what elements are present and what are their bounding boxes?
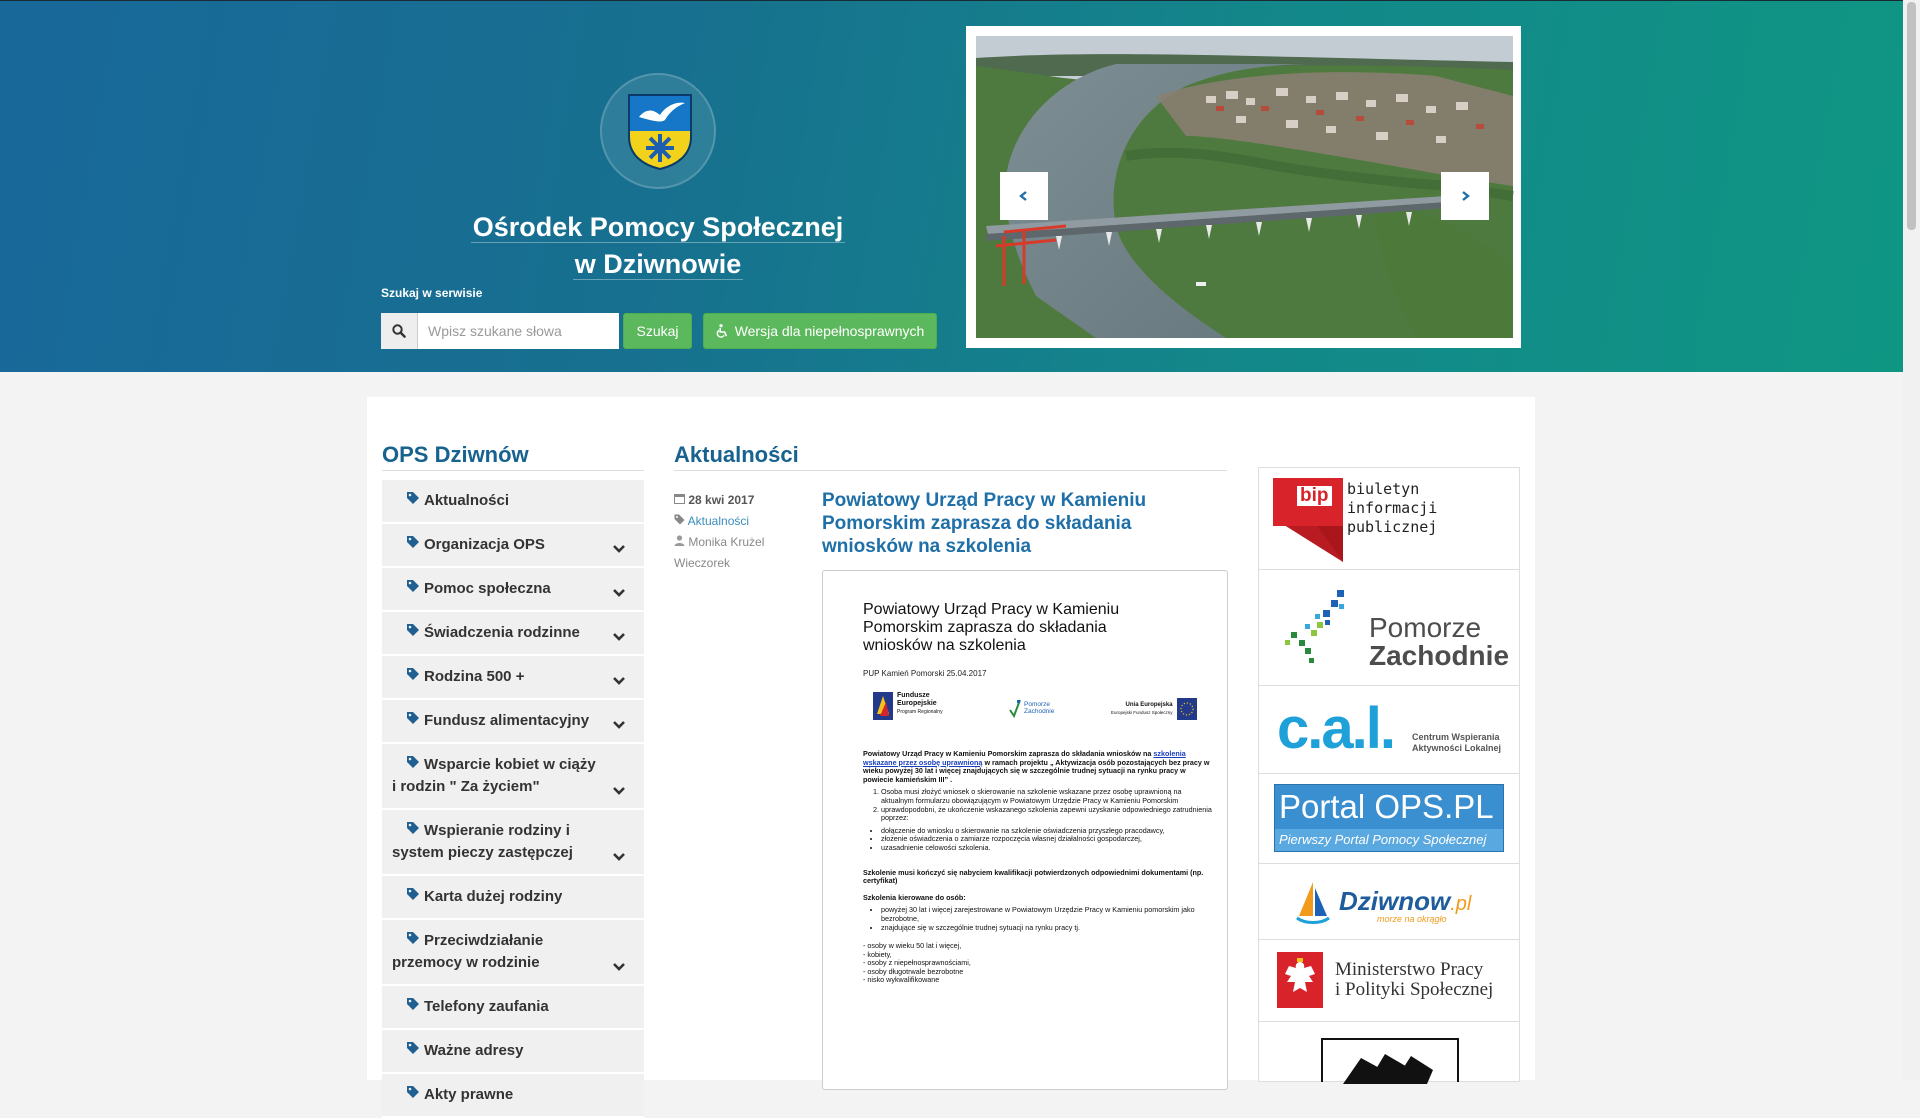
cards-icon xyxy=(1323,1040,1461,1084)
cal-text-line2: Aktywności Lokalnej xyxy=(1412,743,1502,753)
sidebar-title: OPS Dziwnów xyxy=(382,442,529,467)
site-title[interactable] xyxy=(455,209,861,283)
tag-icon xyxy=(402,1085,424,1099)
sidebar-item[interactable] xyxy=(382,876,644,920)
sidebar-nav xyxy=(382,480,644,1118)
pomorze-doc-line1: Pomorze xyxy=(1024,701,1051,708)
coat-of-arms-icon xyxy=(627,93,693,171)
sidebar-item[interactable] xyxy=(382,1030,644,1074)
chevron-down-icon[interactable] xyxy=(612,960,626,974)
sidebar-item-label: Ważne adresy xyxy=(424,1042,524,1059)
chevron-down-icon[interactable] xyxy=(612,784,626,798)
banner-cal[interactable] xyxy=(1258,686,1520,774)
doc-subline: PUP Kamień Pomorski 25.04.2017 xyxy=(863,669,987,678)
doc-p2: Szkolenie musi kończyć się nabyciem kwalifikacji potwierdzonych odpowiednimi dokumentami (np. certyfikat) xyxy=(863,867,1204,886)
slider-prev-button[interactable] xyxy=(1000,172,1048,220)
doc-body xyxy=(863,750,1215,985)
sidebar-divider xyxy=(382,470,644,471)
doc-p1b: w ramach projektu „ Aktywizacja osób pozostających bez pracy w wieku powyżej 30 lat i więcej znajdujących się w szczególnie trudnej sytuacji na rynku pracy w powiecie kamieńskim III” . xyxy=(863,757,1210,784)
arrow-left-icon xyxy=(1018,190,1030,202)
sidebar-item-label: Fundusz alimentacyjny xyxy=(424,712,590,729)
chevron-down-icon[interactable] xyxy=(612,586,626,600)
article-category-row xyxy=(674,511,784,532)
eu-flag-icon xyxy=(1177,698,1197,720)
sidebar-item[interactable] xyxy=(382,1074,644,1118)
cal-text-line1: Centrum Wspierania xyxy=(1412,732,1500,742)
search-input[interactable] xyxy=(418,313,619,349)
arrow-right-icon xyxy=(1459,190,1471,202)
dziwnow-logo xyxy=(1339,888,1471,917)
sailboat-icon xyxy=(1295,880,1331,924)
portal-ops-title: Portal OPS.PL xyxy=(1279,788,1494,825)
tag-icon xyxy=(402,931,424,945)
sidebar-item-label: Rodzina 500 + xyxy=(424,668,525,685)
doc-ol-item: 2. uprawdopodobni, że ukończenie wskazanego szkolenia zapewni uzyskanie odpowiedniego zatrudnienia poprzez: xyxy=(881,806,1215,823)
eu-logo xyxy=(1111,698,1197,720)
search-icon xyxy=(381,313,418,349)
banner-bip[interactable] xyxy=(1258,467,1520,570)
pomorze-text-line2: Zachodnie xyxy=(1369,640,1510,671)
tag-icon xyxy=(402,755,424,769)
sidebar-item-label: Karta dużej rodziny xyxy=(424,888,563,905)
tag-icon xyxy=(402,623,424,637)
eu-funds-line3: Program Regionalny xyxy=(897,709,943,715)
eu-line2: Europejski Fundusz Społeczny xyxy=(1111,710,1173,715)
doc-ul-item: • uzasadnienie celowości szkolenia. xyxy=(881,844,1215,853)
sidebar-item-label: Przeciwdziałanie przemocy w rodzinie xyxy=(392,932,544,971)
doc-dash-item: - osoby w wieku 50 lat i więcej, xyxy=(863,941,962,951)
partner-banners xyxy=(1258,467,1520,1082)
sidebar-item[interactable] xyxy=(382,568,644,612)
portal-ops-subtitle: Pierwszy Portal Pomocy Społecznej xyxy=(1275,829,1503,851)
tag-icon xyxy=(402,1041,424,1055)
doc-heading: Powiatowy Urząd Pracy w Kamieniu Pomorskim zaprasza do składania wniosków na szkolenia xyxy=(863,601,1120,654)
tag-icon xyxy=(674,514,685,525)
tag-icon xyxy=(402,667,424,681)
eu-funds-line2: Europejskie xyxy=(897,700,937,707)
sidebar-item[interactable] xyxy=(382,920,644,986)
user-icon xyxy=(674,535,685,546)
cal-logo xyxy=(1277,694,1394,764)
banner-pomorze-zachodnie[interactable] xyxy=(1258,570,1520,686)
doc-dash-item: - osoby długotrwale bezrobotne xyxy=(863,966,964,976)
tag-icon xyxy=(402,535,424,549)
search-box xyxy=(381,313,619,349)
article-title-link[interactable]: Powiatowy Urząd Pracy w Kamieniu Pomorskim zaprasza do składania wniosków na szkolenia xyxy=(822,490,1147,557)
search-label: Szukaj w serwisie xyxy=(381,286,483,300)
chevron-down-icon[interactable] xyxy=(612,850,626,864)
sidebar-item-label: Akty prawne xyxy=(424,1086,514,1103)
partner-partial-logo xyxy=(1321,1038,1459,1082)
sidebar-item-label: Pomoc społeczna xyxy=(424,580,551,597)
dziwnow-slogan: morze na okrągło xyxy=(1377,914,1447,924)
doc-ul-item: • dołączenie do wniosku o skierowanie na szkolenie oświadczenia przyszłego pracodawcy, xyxy=(881,827,1215,836)
sidebar-item[interactable] xyxy=(382,810,644,876)
sidebar-item-label: Aktualności xyxy=(424,492,510,509)
tag-icon xyxy=(402,997,424,1011)
article-document-image[interactable] xyxy=(822,570,1228,1090)
doc-dash-item: - nisko wykwalifikowane xyxy=(863,975,940,985)
polish-eagle-icon xyxy=(1277,952,1323,1008)
slider-next-button[interactable] xyxy=(1441,172,1489,220)
sidebar-item[interactable] xyxy=(382,700,644,744)
banner-partner-partial[interactable] xyxy=(1258,1022,1520,1082)
pomorze-mark-icon xyxy=(1008,698,1022,718)
sidebar-item-label: Świadczenia rodzinne xyxy=(424,624,580,641)
doc-logos xyxy=(863,692,1215,732)
banner-dziwnow[interactable] xyxy=(1258,864,1520,940)
news-divider xyxy=(674,470,1227,471)
sidebar-item-label: Wspieranie rodziny i system pieczy zastępczej xyxy=(392,822,573,861)
tag-icon xyxy=(402,887,424,901)
main-content xyxy=(367,397,1535,1103)
sidebar-item-label: Telefony zaufania xyxy=(424,998,549,1015)
cal-logo-text: c.a.l. xyxy=(1277,696,1394,761)
calendar-icon xyxy=(674,493,685,504)
sidebar-item[interactable] xyxy=(382,744,644,810)
doc-dash-item: - osoby z niepełnosprawnościami, xyxy=(863,958,971,968)
sidebar-item[interactable] xyxy=(382,480,644,524)
site-title-line1: Ośrodek Pomocy Społecznej xyxy=(472,212,844,242)
portal-ops-box xyxy=(1274,784,1504,852)
banner-ministry[interactable] xyxy=(1258,940,1520,1022)
eu-funds-icon xyxy=(873,692,893,720)
doc-ul-item: • złożenie oświadczenia o zamiarze rozpoczęcia własnej działalności gospodarczej, xyxy=(881,835,1215,844)
logo[interactable] xyxy=(600,73,716,189)
chevron-down-icon[interactable] xyxy=(612,718,626,732)
pomorze-mark-icon xyxy=(1281,588,1353,670)
pomorze-doc-logo xyxy=(1008,698,1054,718)
sidebar-item-label: Wsparcie kobiet w ciąży i rodzin " Za życiem" xyxy=(392,756,596,795)
news-section-title: Aktualności xyxy=(674,442,799,467)
article-meta xyxy=(674,490,784,574)
article-author: Monika Krużel Wieczorek xyxy=(674,535,765,570)
accessibility-button[interactable] xyxy=(703,313,937,349)
doc-dash-item: - kobiety, xyxy=(863,949,892,959)
banner-portal-ops[interactable] xyxy=(1258,774,1520,864)
accessibility-button-label: Wersja dla niepełnosprawnych xyxy=(734,323,925,339)
tag-icon xyxy=(402,821,424,835)
doc-p3: Szkolenia kierowane do osób: xyxy=(863,892,966,902)
pomorze-doc-line2: Zachodnie xyxy=(1024,708,1055,715)
chevron-down-icon[interactable] xyxy=(612,674,626,688)
eu-line1: Unia Europejska xyxy=(1125,702,1173,708)
ministry-line2: i Polityki Społecznej xyxy=(1335,979,1494,1000)
scrollbar-thumb[interactable] xyxy=(1907,2,1916,230)
chevron-down-icon[interactable] xyxy=(612,542,626,556)
sidebar-item[interactable] xyxy=(382,612,644,656)
doc-ol-item: 1. Osoba musi złożyć wniosek o skierowanie na szkolenie wskazane przez osobę uprawnioną na aktualnym formularzu obowiązującym w Powiatowym Urzędzie Pracy w Kamieniu Pomorskim xyxy=(881,788,1215,805)
site-title-line2: w Dziwnowie xyxy=(574,249,742,279)
doc-p1-link[interactable]: szkolenia wskazane przez osobę uprawnioną xyxy=(863,749,1186,767)
search-button[interactable]: Szukaj xyxy=(623,313,692,349)
tag-icon xyxy=(402,579,424,593)
bip-mark: bip xyxy=(1297,486,1332,506)
doc-ul2-item: • znajdujące się w szczególnie trudnej sytuacji na rynku pracy tj. xyxy=(881,924,1215,933)
tag-icon xyxy=(402,711,424,725)
sidebar-item[interactable] xyxy=(382,656,644,700)
doc-ul2-item: • powyżej 30 lat i więcej zarejestrowane w Powiatowym Urzędzie Pracy w Kamieniu pomorskim jako bezrobotne, xyxy=(881,906,1215,923)
slider-photo xyxy=(976,36,1513,338)
article-author-row xyxy=(674,532,784,574)
ministry-line1: Ministerstwo Pracy xyxy=(1335,959,1484,980)
eu-funds-line1: Fundusze xyxy=(897,692,930,699)
sidebar-item[interactable] xyxy=(382,986,644,1030)
article-date: 28 kwi 2017 xyxy=(688,493,755,507)
article-date-row xyxy=(674,490,784,511)
bip-text-line2: informacji publicznej xyxy=(1347,499,1438,536)
sidebar-item-label: Organizacja OPS xyxy=(424,536,545,553)
sidebar-item[interactable] xyxy=(382,524,644,568)
chevron-down-icon[interactable] xyxy=(612,630,626,644)
page-header xyxy=(0,0,1903,372)
bip-text-line1: biuletyn xyxy=(1347,480,1420,498)
dziwnow-name: Dziwnow xyxy=(1339,886,1451,916)
aerial-photo-image xyxy=(976,36,1513,338)
dziwnow-tld: .pl xyxy=(1450,893,1472,915)
eu-funds-logo xyxy=(873,692,943,720)
pomorze-text-line1: Pomorze xyxy=(1369,612,1482,643)
tag-icon xyxy=(402,491,424,505)
wheelchair-icon xyxy=(716,324,729,338)
article-category-link[interactable]: Aktualności xyxy=(687,514,750,528)
page-scrollbar[interactable] xyxy=(1903,0,1920,1080)
doc-p1a: Powiatowy Urząd Pracy w Kamieniu Pomorskim zaprasza do składania wniosków na xyxy=(863,749,1152,758)
photo-slider xyxy=(966,26,1521,348)
